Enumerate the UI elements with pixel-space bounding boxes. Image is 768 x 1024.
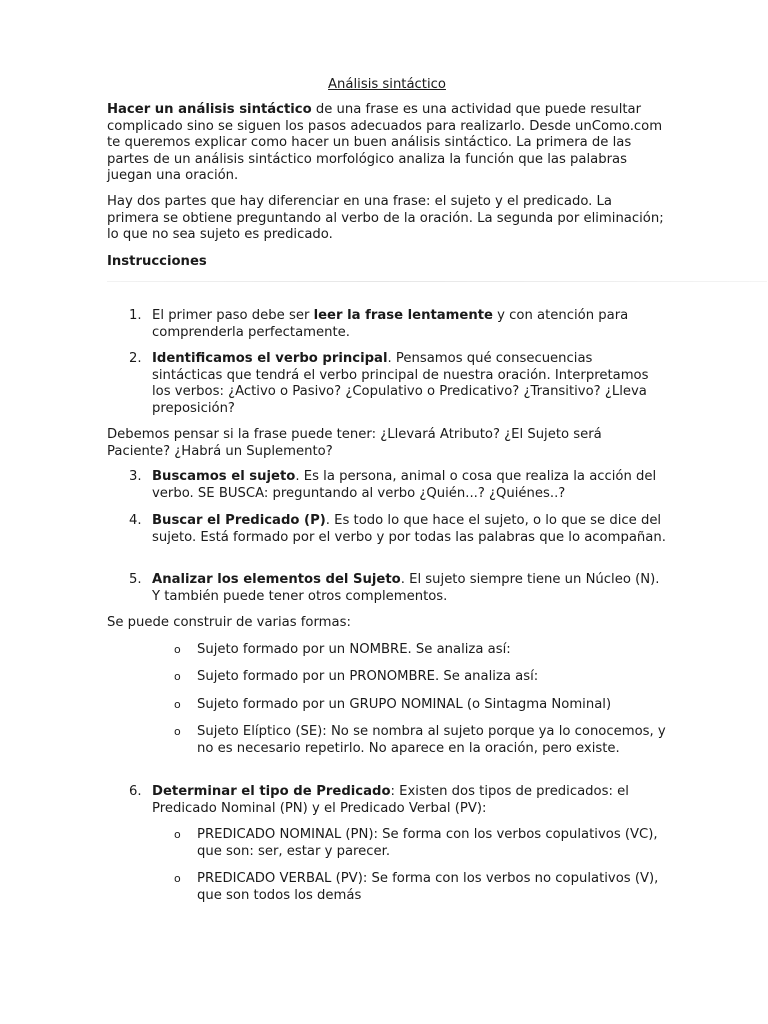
step-text [152, 351, 667, 417]
list-item [107, 724, 667, 757]
list-item [107, 827, 667, 860]
step-pre-text: El primer paso debe ser [152, 308, 314, 323]
list-item-text: Sujeto formado por un PRONOMBRE. Se analiza así: [197, 669, 539, 684]
step-bold-text: Buscamos el sujeto [152, 469, 296, 484]
step-bold-text: Buscar el Predicado (P) [152, 513, 326, 528]
intro-paragraph [107, 102, 667, 185]
list-item-text: Sujeto formado por un GRUPO NOMINAL (o Sintagma Nominal) [197, 697, 612, 712]
step-bold-text: Identificamos el verbo principal [152, 351, 388, 366]
document-title: Análisis sintáctico [328, 77, 446, 92]
step-text [152, 308, 667, 341]
step-number: 5. [129, 572, 142, 587]
list-item [107, 669, 667, 686]
step-post-text: . El sujeto siempre tiene un Núcleo (N). Y también puede tener otros complementos. [152, 572, 660, 604]
bullet-icon: o [174, 725, 181, 738]
bullet-icon: o [174, 698, 181, 711]
list-item [107, 871, 667, 904]
bullet-icon: o [174, 828, 181, 841]
step-post-text: y con atención para comprenderla perfectamente. [152, 308, 629, 340]
subject-predicate-paragraph: Hay dos partes que hay diferenciar en una frase: el sujeto y el predicado. La primera se obtiene preguntando al verbo de la oración. La segunda por eliminación; lo que no sea sujeto es predicado. [107, 194, 664, 242]
step-item [107, 572, 667, 605]
step-number: 3. [129, 469, 142, 484]
step-item [107, 513, 667, 546]
bullet-icon: o [174, 670, 181, 683]
step-bold-text: Analizar los elementos del Sujeto [152, 572, 401, 587]
step-item [107, 469, 667, 502]
step-item [107, 351, 667, 417]
step-item [107, 784, 667, 817]
step-text [152, 513, 667, 546]
list-item-text: PREDICADO NOMINAL (PN): Se forma con los verbos copulativos (VC), que son: ser, estar y parecer. [197, 827, 658, 859]
step-number: 6. [129, 784, 142, 799]
list-item-text: PREDICADO VERBAL (PV): Se forma con los verbos no copulativos (V), que son todos los demás [197, 871, 659, 903]
step-post-text: . Pensamos qué consecuencias sintácticas que tendrá el verbo principal de nuestra oración. Interpretamos los verbos: ¿Activo o Pasivo? ¿Copulativo o Predicativo? ¿Transitivo? ¿Lleva preposición? [152, 351, 649, 416]
step-number: 4. [129, 513, 142, 528]
divider-line [107, 281, 767, 282]
step-post-text: : Existen dos tipos de predicados: el Predicado Nominal (PN) y el Predicado Verbal (PV): [152, 784, 629, 816]
step-bold-text: Determinar el tipo de Predicado [152, 784, 391, 799]
intro-bold-text: Hacer un análisis sintáctico [107, 102, 312, 117]
step-post-text: . Es todo lo que hace el sujeto, o lo que se dice del sujeto. Está formado por el verbo y por todas las palabras que lo acompañan. [152, 513, 666, 545]
step-number: 1. [129, 308, 142, 323]
bullet-icon: o [174, 643, 181, 656]
step-text [152, 784, 667, 817]
step-post-text: . Es la persona, animal o cosa que realiza la acción del verbo. SE BUSCA: preguntando al verbo ¿Quién...? ¿Quiénes..? [152, 469, 657, 501]
list-item-text: Sujeto formado por un NOMBRE. Se analiza así: [197, 642, 511, 657]
attribute-question-paragraph: Debemos pensar si la frase puede tener: ¿Llevará Atributo? ¿El Sujeto será Paciente? ¿Habrá un Suplemento? [107, 427, 602, 459]
step-text [152, 469, 667, 502]
list-item [107, 642, 667, 659]
step-text [152, 572, 667, 605]
instructions-heading: Instrucciones [107, 254, 207, 269]
step-bold-text: leer la frase lentamente [313, 308, 493, 323]
list-item [107, 697, 667, 714]
step-number: 2. [129, 351, 142, 366]
step-item [107, 308, 667, 341]
forms-intro-paragraph: Se puede construir de varias formas: [107, 615, 351, 630]
list-item-text: Sujeto Elíptico (SE): No se nombra al sujeto porque ya lo conocemos, y no es necesario repetirlo. No aparece en la oración, pero existe. [197, 724, 666, 756]
bullet-icon: o [174, 872, 181, 885]
intro-text: de una frase es una actividad que puede resultar complicado sino se siguen los pasos adecuados para realizarlo. Desde unComo.com te queremos explicar como hacer un buen análisis sintáctico. La primera de las partes de un análisis sintáctico morfológico analiza la función que las palabras juegan una oración. [107, 102, 663, 183]
